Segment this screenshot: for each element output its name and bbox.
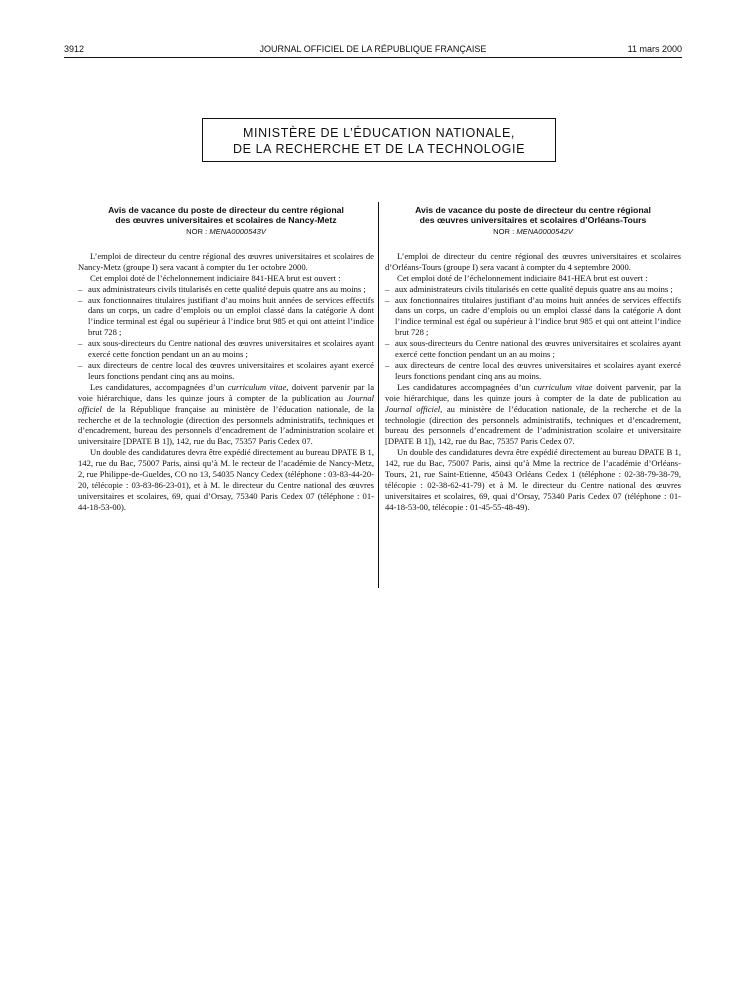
eligibility-paragraph: Cet emploi doté de l’échelonnement indiciaire 841-HEA brut est ouvert :: [90, 272, 341, 283]
header-rule: [64, 57, 682, 58]
list-item-text: aux sous-directeurs du Centre national des œuvres universitaires et scolaires ayant exercé cette fonction pendant un an au moins ;: [395, 338, 681, 360]
list-item-text: aux fonctionnaires titulaires justifiant d’au moins huit années de services effectifs dans un corps, un cadre d’emplois ou un emploi classé dans la catégorie A dont l’indice terminal est égal ou supérieur à l’indice brut 985 et qui ont atteint l’indice brut 728 ;: [88, 294, 374, 338]
page-number: 3912: [64, 44, 85, 54]
notice-title: [385, 205, 681, 225]
page-header: [64, 44, 682, 58]
list-item: – aux fonctionnaires titulaires justifiant d’au moins huit années de services effectifs dans un corps, un cadre d’emplois ou un emploi classé dans la catégorie A dont l’indice terminal est égal ou supérieur à l’indice brut 985 et qui ont atteint l’indice brut 728 ;: [78, 294, 374, 338]
text-run: Les candidatures accompagnées d’un: [397, 381, 534, 392]
copy-paragraph: Un double des candidatures devra être expédié directement au bureau DPATE B 1, 142, rue du Bac, 75007 Paris, ainsi qu’à M. le recteur de l’académie de Nancy-Metz, 2, rue Philippe-de-Gueldes, CO no 13, 54035 Nancy Cedex (téléphone : 03-83-44-20-20, télécopie : 03-83-86-23-01), et à M. le directeur du Centre national des œuvres universitaires et scolaires, 69, quai d’Orsay, 75340 Paris Cedex 07 (téléphone : 01-44-18-53-00).: [78, 447, 374, 512]
list-item: – aux sous-directeurs du Centre national des œuvres universitaires et scolaires ayant exercé cette fonction pendant un an au moins ;: [78, 338, 374, 360]
text-run: , au ministère de l’éducation nationale, de la recherche et de la technologie (direction des personnels administratifs, techniques et d’encadrement, bureau des personnels d’encadrement de l’administration scolaire et universitaire [DPATE B 1]), 142, rue du Bac, 75357 Paris Cedex 07.: [385, 403, 682, 447]
list-item: – aux administrateurs civils titularisés en cette qualité depuis quatre ans au moins ;: [78, 283, 366, 294]
list-item: – aux administrateurs civils titularisés en cette qualité depuis quatre ans au moins ;: [385, 283, 673, 294]
nor-reference: [78, 227, 374, 238]
nor-label: NOR :: [493, 227, 517, 236]
notice-nancy-metz: [78, 205, 374, 513]
nor-code: MENA0000543V: [209, 227, 266, 236]
nor-code: MENA0000542V: [516, 227, 573, 236]
notice-title-line-2: des œuvres universitaires et scolaires d’Orléans-Tours: [419, 215, 647, 225]
list-item-text: aux sous-directeurs du Centre national des œuvres universitaires et scolaires ayant exercé cette fonction pendant un an au moins ;: [88, 338, 374, 360]
list-item-text: aux administrateurs civils titularisés en cette qualité depuis quatre ans au moins ;: [395, 283, 673, 294]
text-run: , doivent parvenir par la voie hiérarchique, dans les quinze jours à compter de la publication au: [78, 381, 375, 403]
notice-title: [78, 205, 374, 225]
intro-paragraph: L’emploi de directeur du centre régional des œuvres universitaires et scolaires d’Orléans-Tours (groupe I) sera vacant à compter du 4 septembre 2000.: [385, 250, 681, 272]
journal-title: JOURNAL OFFICIEL DE LA RÉPUBLIQUE FRANÇAISE: [259, 44, 487, 54]
ministry-heading: [202, 118, 556, 162]
italic-run: curriculum vitae: [533, 381, 593, 392]
issue-date: 11 mars 2000: [627, 44, 682, 54]
list-item-text: aux directeurs de centre local des œuvres universitaires et scolaires ayant exercé leurs fonctions pendant cinq ans au moins.: [88, 359, 374, 381]
eligibility-list: [78, 284, 374, 382]
ministry-line-2: DE LA RECHERCHE ET DE LA TECHNOLOGIE: [232, 142, 526, 156]
application-paragraph: [78, 382, 374, 447]
list-item-text: aux directeurs de centre local des œuvres universitaires et scolaires ayant exercé leurs fonctions pendant cinq ans au moins.: [395, 359, 681, 381]
copy-paragraph: Un double des candidatures devra être expédié directement au bureau DPATE B 1, 142, rue du Bac, 75007 Paris, ainsi qu’à Mme la rectrice de l’académie d’Orléans-Tours, 21, rue Saint-Etienne, 45043 Orléans Cedex 1 (téléphone : 02-38-79-38-79, télécopie : 02-38-62-41-79) et à M. le directeur du Centre national des œuvres universitaires et scolaires, 69, quai d’Orsay, 75340 Paris Cedex 07 (téléphone : 01-44-18-53-00, télécopie : 01-45-55-48-49).: [385, 447, 681, 512]
text-run: doivent parvenir, par la voie hiérarchique, dans les quinze jours à compter de la date de publication au: [385, 381, 681, 403]
notice-title-line-1: Avis de vacance du poste de directeur du centre régional: [415, 205, 651, 215]
italic-run: Journal officiel: [385, 403, 441, 414]
notice-title-line-1: Avis de vacance du poste de directeur du centre régional: [108, 205, 344, 215]
notice-title-line-2: des œuvres universitaires et scolaires de Nancy-Metz: [115, 215, 337, 225]
intro-paragraph: L’emploi de directeur du centre régional des œuvres universitaires et scolaires de Nancy-Metz (groupe I) sera vacant à compter du 1er octobre 2000.: [78, 250, 374, 272]
list-item-text: aux administrateurs civils titularisés en cette qualité depuis quatre ans au moins ;: [88, 283, 366, 294]
list-item-text: aux fonctionnaires titulaires justifiant d’au moins huit années de services effectifs dans un corps, un cadre d’emplois ou un emploi classé dans la catégorie A dont l’indice terminal est égal ou supérieur à l’indice brut 985 et qui ont atteint l’indice brut 728 ;: [395, 294, 681, 338]
eligibility-paragraph: Cet emploi doté de l’échelonnement indiciaire 841-HEA brut est ouvert :: [397, 272, 648, 283]
italic-run: curriculum vitae: [227, 381, 287, 392]
list-item: – aux directeurs de centre local des œuvres universitaires et scolaires ayant exercé leurs fonctions pendant cinq ans au moins.: [385, 359, 681, 381]
list-item: – aux directeurs de centre local des œuvres universitaires et scolaires ayant exercé leurs fonctions pendant cinq ans au moins.: [78, 359, 374, 381]
ministry-line-1: MINISTÈRE DE L’ÉDUCATION NATIONALE,: [243, 126, 515, 140]
italic-run: Journal officiel: [78, 392, 374, 414]
nor-label: NOR :: [186, 227, 210, 236]
list-item: – aux fonctionnaires titulaires justifiant d’au moins huit années de services effectifs dans un corps, un cadre d’emplois ou un emploi classé dans la catégorie A dont l’indice terminal est égal ou supérieur à l’indice brut 985 et qui ont atteint l’indice brut 728 ;: [385, 294, 681, 338]
text-run: Les candidatures, accompagnées d’un: [90, 381, 228, 392]
list-item: – aux sous-directeurs du Centre national des œuvres universitaires et scolaires ayant exercé cette fonction pendant un an au moins ;: [385, 338, 681, 360]
application-paragraph: [385, 382, 681, 447]
notice-orleans-tours: [385, 205, 681, 513]
nor-reference: [385, 227, 681, 238]
eligibility-list: [385, 284, 681, 382]
column-divider: [378, 202, 379, 588]
text-run: de la République française au ministère de l’éducation nationale, de la recherche et de la technologie (direction des personnels administratifs, techniques et d’encadrement, bureau des personnels d’encadrement de l’administration scolaire et universitaire [DPATE B 1]), 142, rue du Bac, 75357 Paris Cedex 07.: [78, 403, 374, 447]
